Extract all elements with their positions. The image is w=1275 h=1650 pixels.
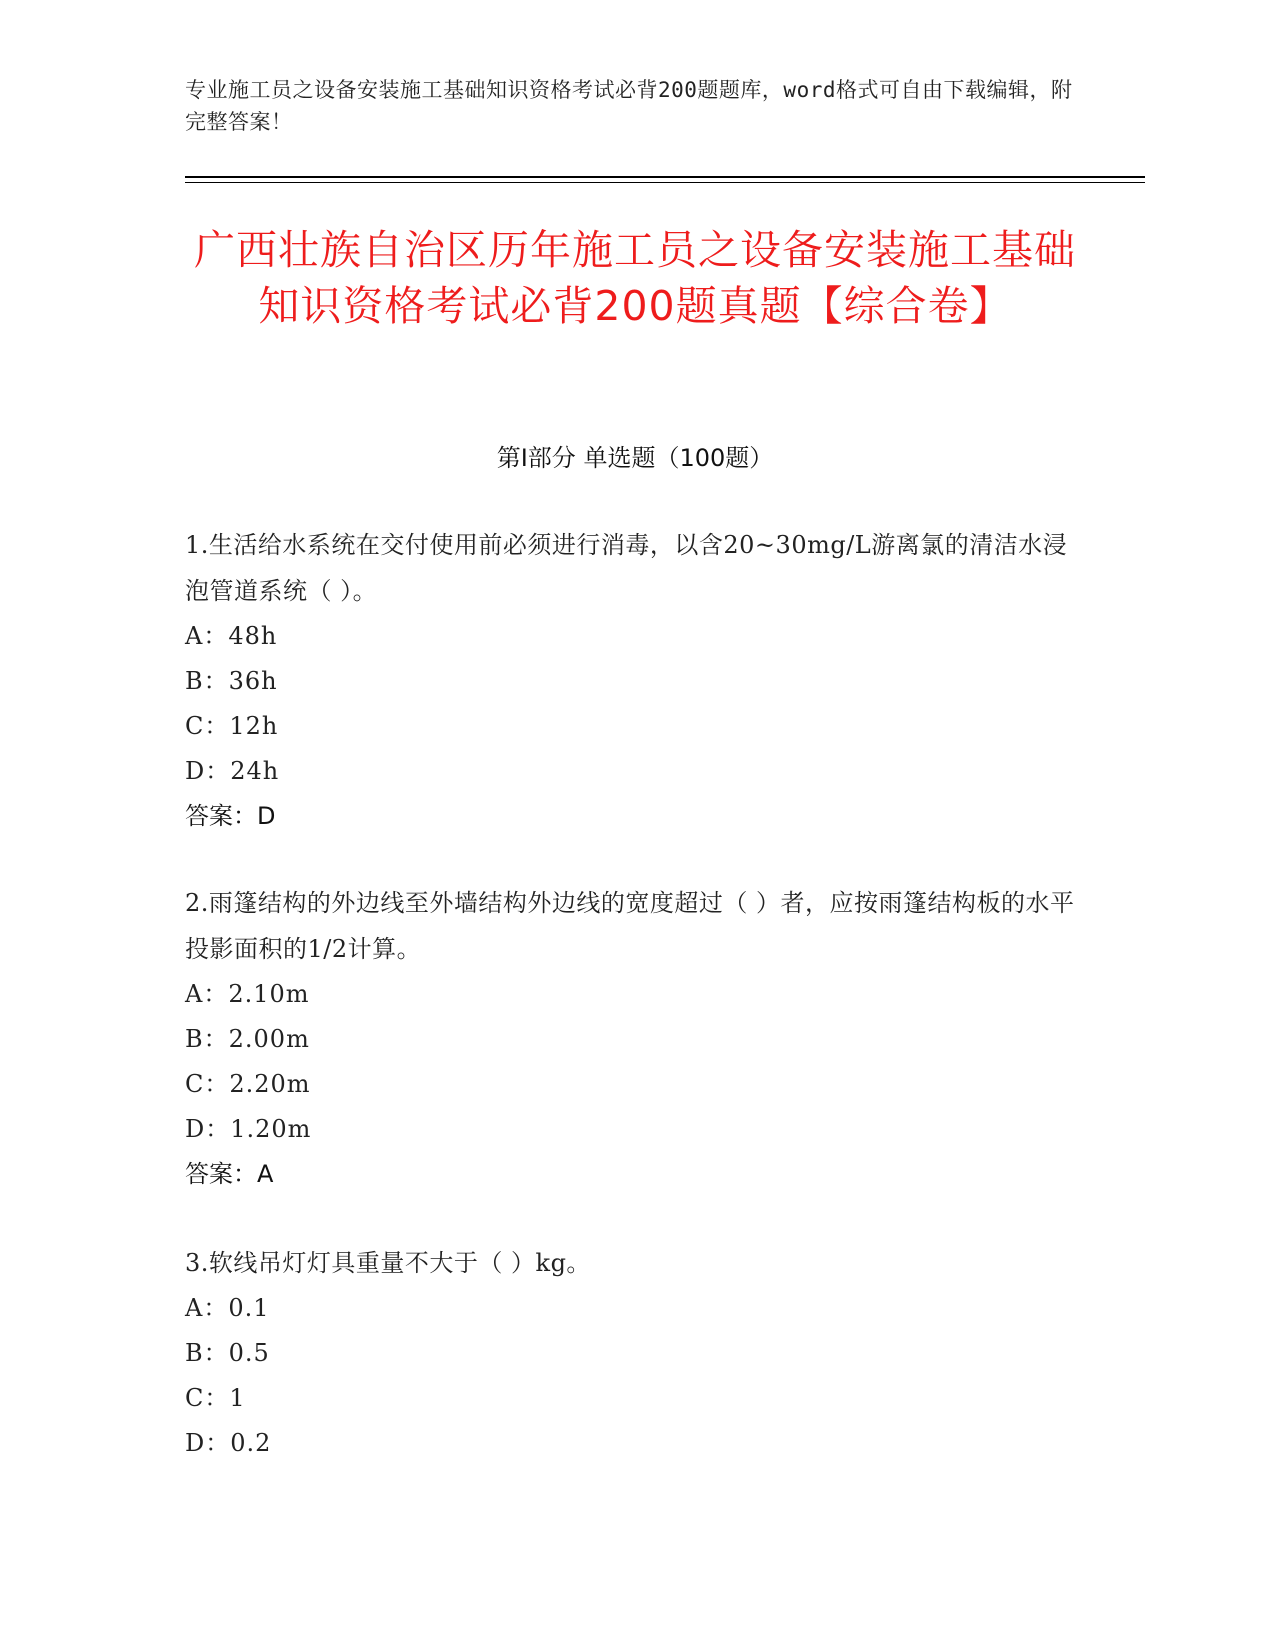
section-heading: 第Ⅰ部分 单选题（100题） bbox=[496, 444, 774, 472]
document-title: 广西壮族自治区历年施工员之设备安装施工基础知识资格考试必背200题真题【综合卷】 bbox=[194, 226, 1076, 330]
option-d: D：24h bbox=[185, 757, 280, 785]
option-d: D：1.20m bbox=[185, 1115, 312, 1143]
option-b: B：0.5 bbox=[185, 1339, 270, 1367]
option-c: C：12h bbox=[185, 712, 279, 740]
question-stem: 3.软线吊灯灯具重量不大于（ ）kg。 bbox=[185, 1249, 591, 1277]
option-b: B：2.00m bbox=[185, 1025, 310, 1053]
option-a: A：48h bbox=[185, 622, 278, 650]
question-3 bbox=[185, 1240, 1085, 1466]
question-stem: 2.雨篷结构的外边线至外墙结构外边线的宽度超过（ ）者，应按雨篷结构板的水平投影面积的1/2计算。 bbox=[185, 889, 1075, 963]
header-divider-thin bbox=[185, 182, 1145, 183]
option-d: D：0.2 bbox=[185, 1429, 272, 1457]
answer-line: 答案：D bbox=[185, 802, 276, 830]
question-2 bbox=[185, 880, 1085, 1197]
question-1 bbox=[185, 522, 1085, 839]
option-c: C：2.20m bbox=[185, 1070, 311, 1098]
option-a: A：2.10m bbox=[185, 980, 310, 1008]
option-b: B：36h bbox=[185, 667, 278, 695]
question-stem: 1.生活给水系统在交付使用前必须进行消毒，以含20~30mg/L游离氯的清洁水浸泡管道系统（ ）。 bbox=[185, 531, 1068, 605]
header-divider-thick bbox=[185, 176, 1145, 178]
answer-line: 答案：A bbox=[185, 1160, 274, 1188]
option-c: C：1 bbox=[185, 1384, 246, 1412]
header-note: 专业施工员之设备安装施工基础知识资格考试必背200题题库，word格式可自由下载编辑，附完整答案！ bbox=[185, 78, 1073, 134]
option-a: A：0.1 bbox=[185, 1294, 270, 1322]
